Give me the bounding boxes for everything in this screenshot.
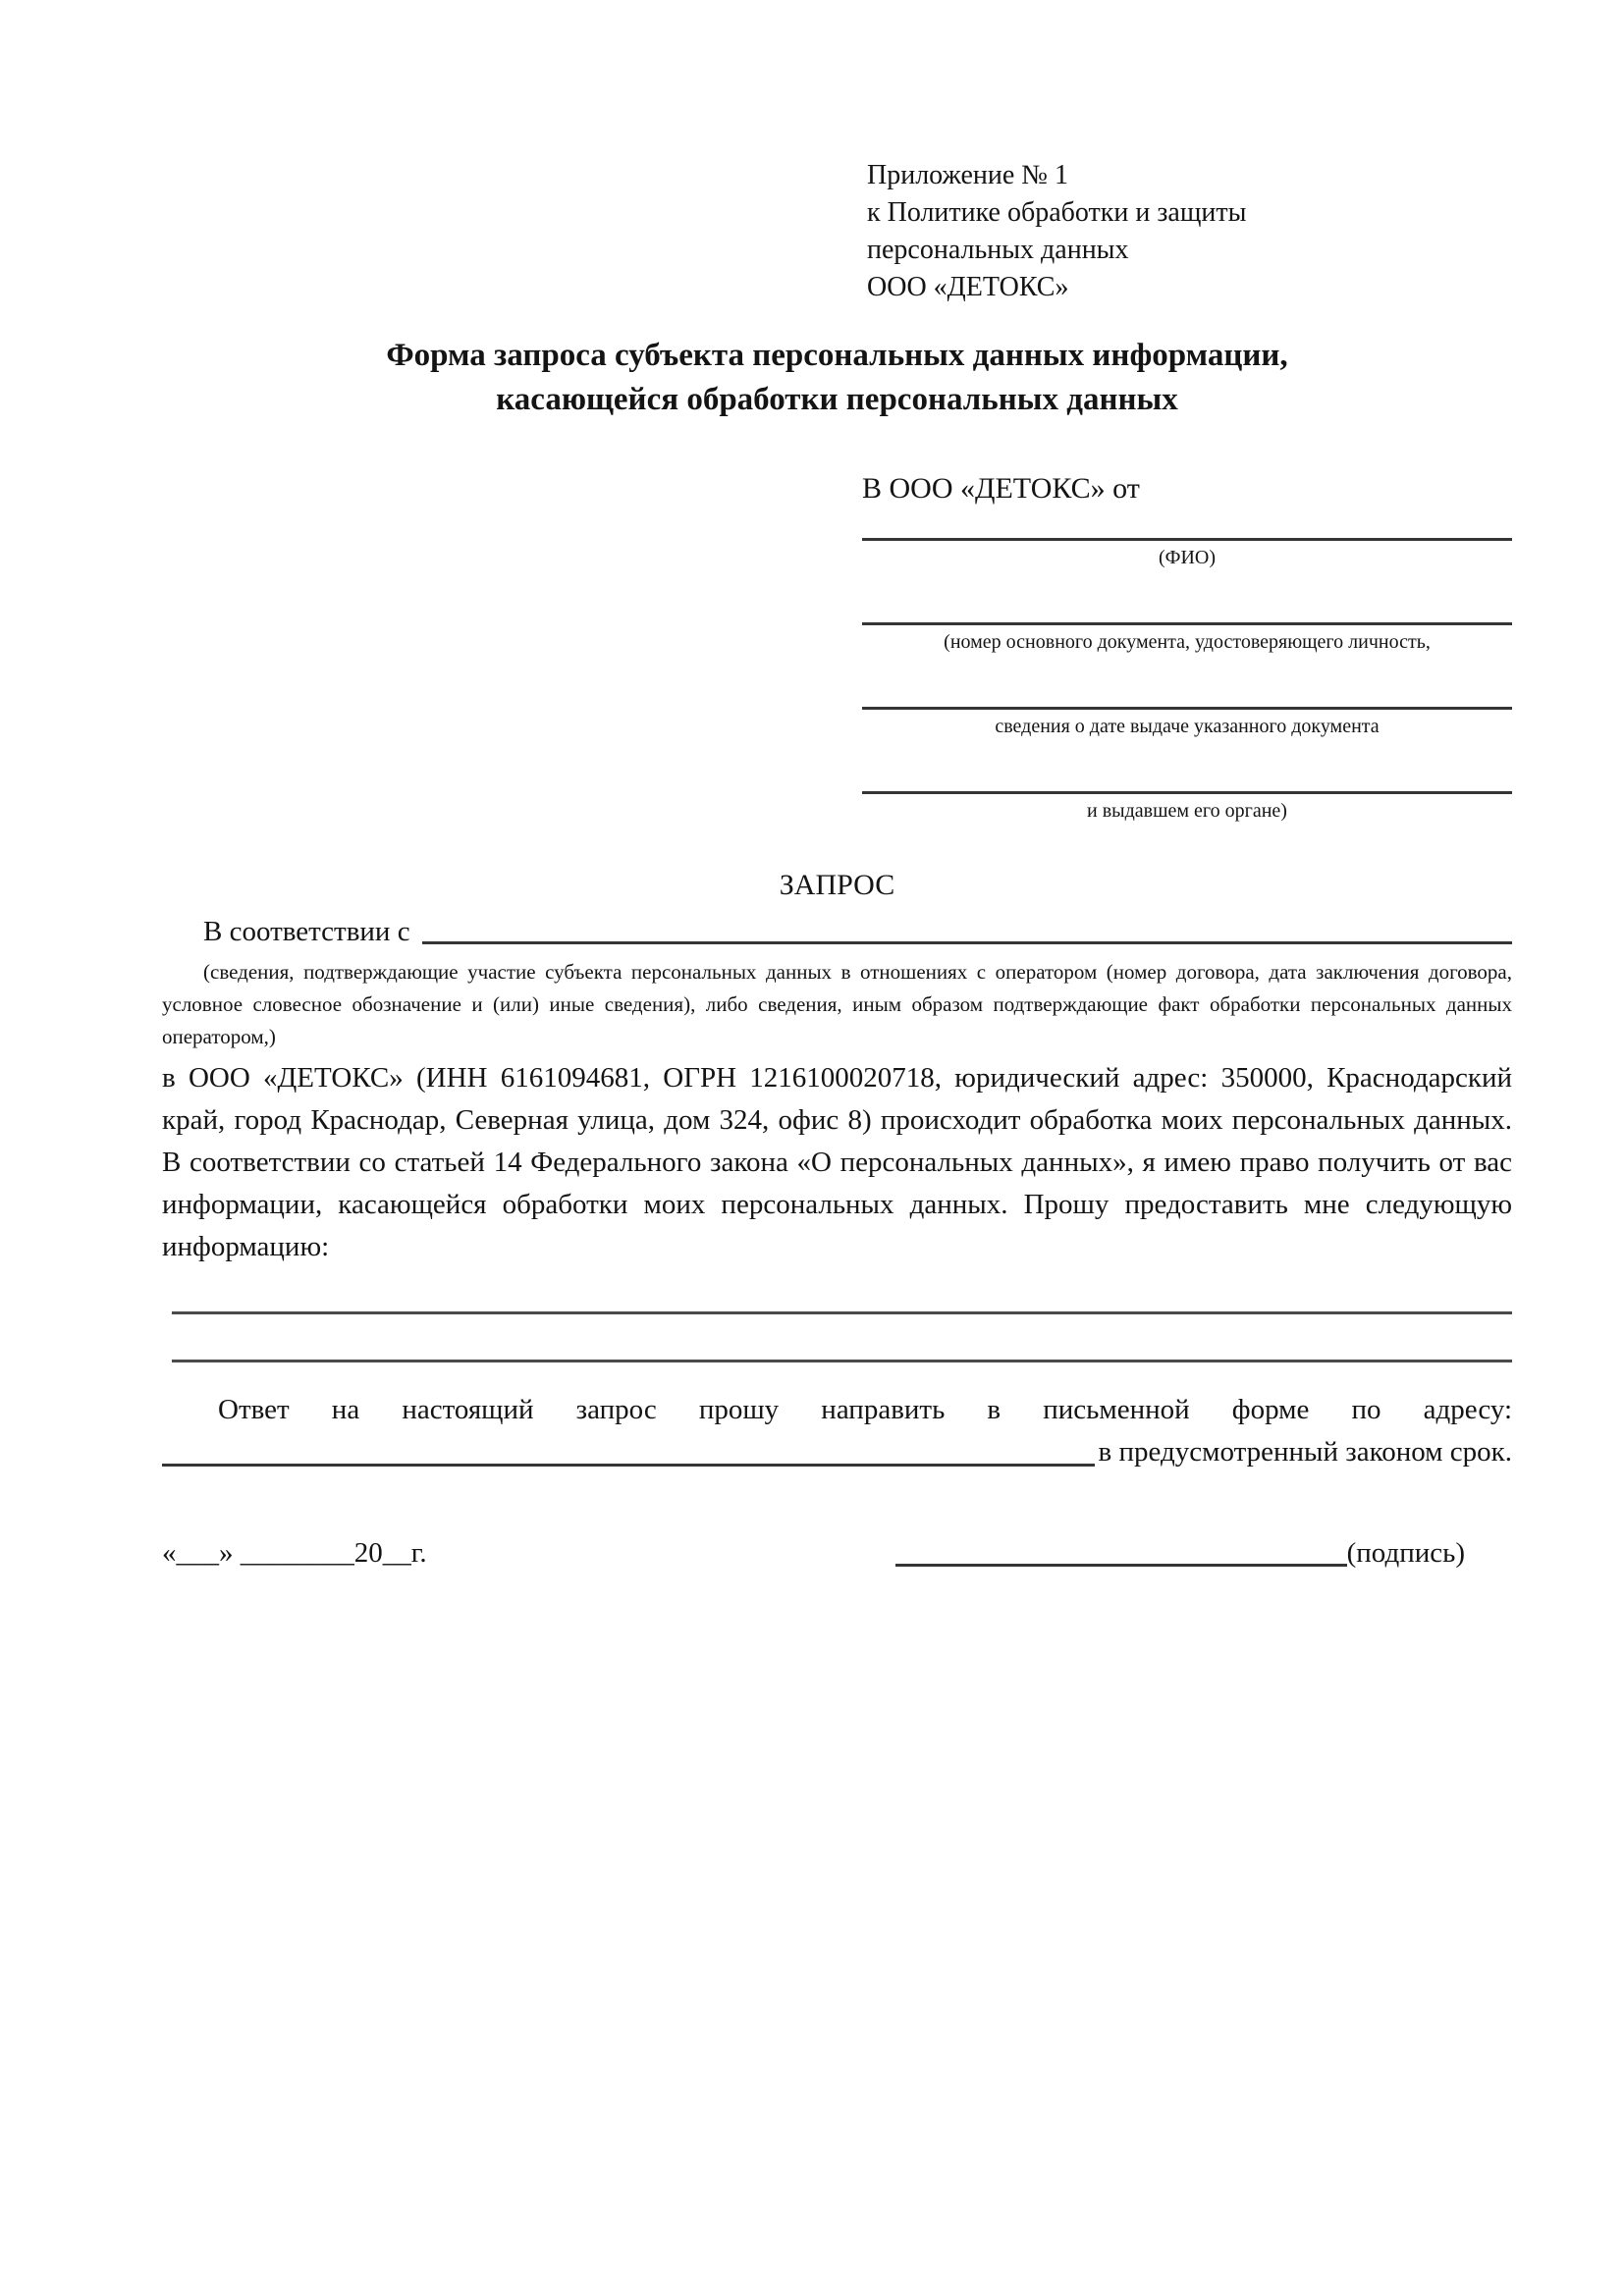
signature-row — [162, 1533, 1512, 1573]
request-body: в ООО «ДЕТОКС» (ИНН 6161094681, ОГРН 1216100020718, юридический адрес: 350000, Краснодарский край, город Краснодар, Северная улица, дом 324, офис 8) происходит обработка моих персональных данных. В соответствии со статьей 14 Федерального закона «О персональных данных», я имею право получить от вас информации, касающейся обработки моих персональных данных. Прошу предоставить мне следующую информацию: — [162, 1062, 1512, 1262]
info-blank-line-1[interactable] — [172, 1311, 1512, 1314]
document-title — [162, 334, 1512, 422]
basis-blank-line[interactable] — [422, 941, 1512, 944]
reply-suffix: в предусмотренный законом срок. — [1098, 1436, 1512, 1468]
basis-note: (сведения, подтверждающие участие субъекта персональных данных в отношениях с оператором (номер договора, дата заключения договора, условное словесное обозначение и (или) иные сведения), либо сведения, иным образом подтверждающие факт обработки персональных данных оператором,) — [162, 960, 1512, 1048]
request-heading: ЗАПРОС — [779, 869, 895, 901]
appendix-line-2: к Политике обработки и защиты — [867, 197, 1247, 228]
appendix-line-3: персональных данных — [867, 235, 1129, 265]
basis-row — [162, 913, 1512, 950]
signature-group — [895, 1533, 1465, 1573]
id-number-blank-line[interactable] — [862, 593, 1512, 625]
addressee-block — [862, 469, 1512, 825]
reply-address-row — [162, 1431, 1512, 1472]
document-title-line-2: касающейся обработки персональных данных — [496, 382, 1178, 417]
appendix-line-1: Приложение № 1 — [867, 160, 1068, 190]
appendix-line-4: ООО «ДЕТОКС» — [867, 272, 1069, 302]
fio-caption: (ФИО) — [1158, 547, 1216, 568]
reply-instruction: Ответ на настоящий запрос прошу направить в письменной форме по адресу: — [218, 1394, 1512, 1425]
fio-blank-line[interactable] — [862, 508, 1512, 541]
info-blank-line-2[interactable] — [172, 1360, 1512, 1362]
signature-caption: (подпись) — [1346, 1537, 1465, 1569]
id-number-caption: (номер основного документа, удостоверяющего личность, — [944, 631, 1431, 653]
address-blank-line[interactable] — [162, 1464, 1095, 1467]
basis-prefix: В соответствии с — [203, 916, 410, 947]
date-blank-line[interactable]: «___» ________20__г. — [162, 1537, 427, 1569]
signature-blank-line[interactable] — [895, 1564, 1347, 1567]
issue-date-caption: сведения о дате выдаче указанного документа — [995, 716, 1380, 737]
document-title-line-1: Форма запроса субъекта персональных данных информации, — [386, 338, 1288, 373]
addressee-to-line: В ООО «ДЕТОКС» от — [862, 472, 1140, 505]
appendix-block — [867, 157, 1512, 306]
issuing-authority-blank-line[interactable] — [862, 762, 1512, 794]
issuing-authority-caption: и выдавшем его органе) — [1087, 800, 1287, 822]
issue-date-blank-line[interactable] — [862, 677, 1512, 710]
